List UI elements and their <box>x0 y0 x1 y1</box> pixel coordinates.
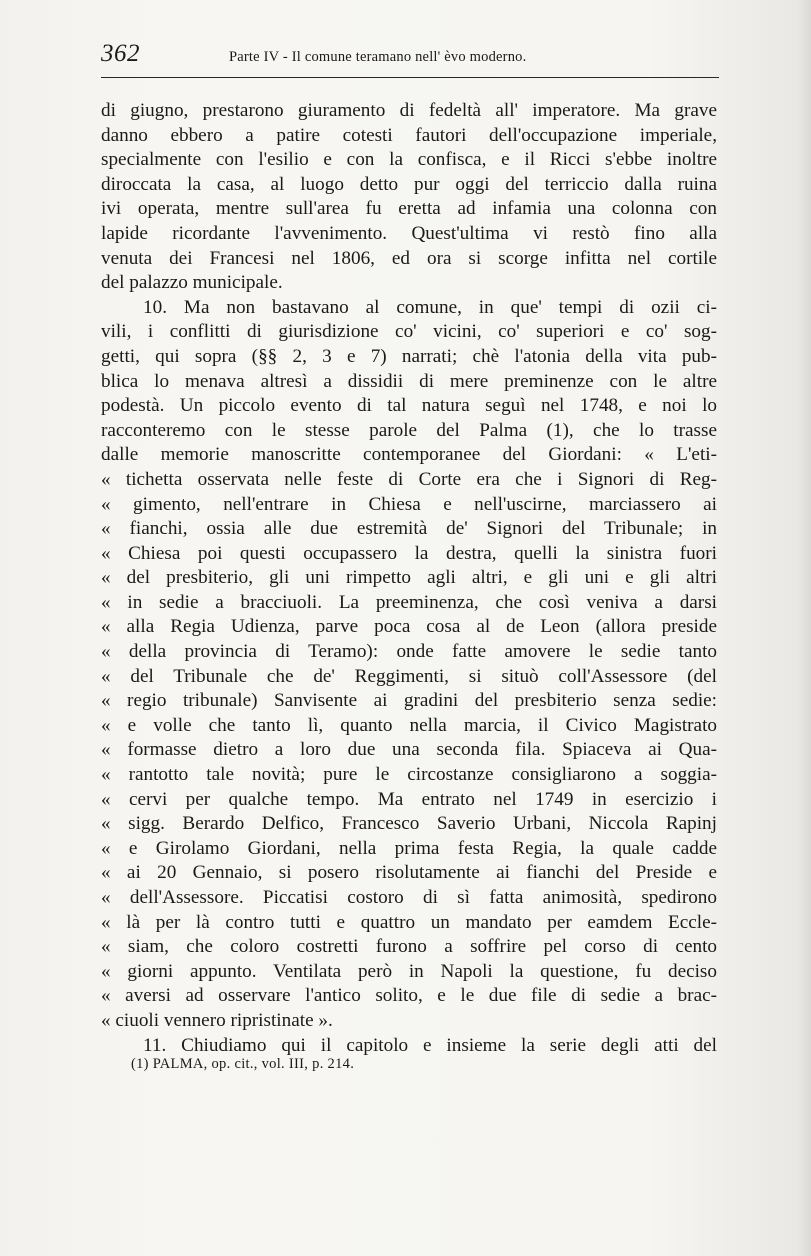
text-line: dalle memorie manoscritte contemporanee del Giordani: « L'eti- <box>101 444 717 466</box>
text-line: « giorni appunto. Ventilata però in Napoli la questione, fu deciso <box>101 960 717 982</box>
text-line: vili, i conflitti di giurisdizione co' vicini, co' superiori e co' sog- <box>101 321 717 343</box>
text-line: « e volle che tanto lì, quanto nella marcia, il Civico Magistrato <box>101 714 717 736</box>
text-line: danno ebbero a patire cotesti fautori dell'occupazione imperiale, <box>101 124 717 146</box>
text-line: del palazzo municipale. <box>101 272 283 294</box>
text-line: « rantotto tale novità; pure le circostanze consigliarono a soggia- <box>101 764 717 786</box>
text-line: « siam, che coloro costretti furono a soffrire pel corso di cento <box>101 936 717 958</box>
text-line: 11. Chiudiamo qui il capitolo e insieme la serie degli atti del <box>143 1034 717 1056</box>
text-line: lapide ricordante l'avvenimento. Quest'ultima vi restò fino alla <box>101 222 717 244</box>
text-line: podestà. Un piccolo evento di tal natura seguì nel 1748, e noi lo <box>101 395 717 417</box>
text-line: diroccata la casa, al luogo detto pur oggi del terriccio dalla ruina <box>101 173 717 195</box>
text-line: « dell'Assessore. Piccatisi costoro di sì fatta animosità, spedirono <box>101 887 717 908</box>
text-line: « in sedie a bracciuoli. La preeminenza, che così veniva a darsi <box>101 591 717 613</box>
header-rule <box>101 77 719 78</box>
text-line: « regio tribunale) Sanvisente ai gradini del presbiterio senza sedie: <box>101 690 717 712</box>
text-line: racconteremo con le stesse parole del Palma (1), che lo trasse <box>101 419 717 441</box>
page-number: 362 <box>101 40 140 67</box>
text-line: getti, qui sopra (§§ 2, 3 e 7) narrati; chè l'atonia della vita pub- <box>101 345 717 367</box>
text-line: « ciuoli vennero ripristinate ». <box>101 1009 333 1031</box>
text-line: « sigg. Berardo Delfico, Francesco Saverio Urbani, Niccola Rapinj <box>101 813 717 835</box>
footnote: (1) PALMA, op. cit., vol. III, p. 214. <box>131 1056 355 1072</box>
text-line: ivi operata, mentre sull'area fu eretta ad infamia una colonna con <box>101 198 717 220</box>
text-line: « Chiesa poi questi occupassero la destra, quelli la sinistra fuori <box>101 542 717 564</box>
text-line: « della provincia di Teramo): onde fatte amovere le sedie tanto <box>101 641 717 663</box>
body-text <box>101 99 717 1058</box>
page-header <box>101 38 719 78</box>
text-line: « ai 20 Gennaio, si posero risolutamente ai fianchi del Preside e <box>101 862 717 884</box>
text-line: « fianchi, ossia alle due estremità de' Signori del Tribunale; in <box>101 518 717 540</box>
text-line: « cervi per qualche tempo. Ma entrato nel 1749 in esercizio i <box>101 788 717 810</box>
text-line: « gimento, nell'entrare in Chiesa e nell'uscirne, marciassero ai <box>101 493 717 515</box>
text-line: specialmente con l'esilio e con la confisca, e il Ricci s'ebbe inoltre <box>101 149 717 171</box>
text-line: « del Tribunale che de' Reggimenti, si situò coll'Assessore (del <box>101 665 717 687</box>
text-line: venuta dei Francesi nel 1806, ed ora si scorge infitta nel cortile <box>101 247 717 269</box>
text-line: « e Girolamo Giordani, nella prima festa Regia, la quale cadde <box>101 837 717 859</box>
text-line: « del presbiterio, gli uni rimpetto agli altri, e gli uni e gli altri <box>101 567 717 589</box>
text-line: « là per là contro tutti e quattro un mandato per eamdem Eccle- <box>101 911 717 933</box>
text-line: blica lo menava altresì a dissidii di mere preminenze con le altre <box>101 370 717 392</box>
text-line: « aversi ad osservare l'antico solito, e le due file di sedie a brac- <box>101 985 717 1007</box>
text-line: « alla Regia Udienza, parve poca cosa al de Leon (allora preside <box>101 616 717 638</box>
page-fold-shadow <box>797 0 811 1256</box>
text-line: « formasse dietro a loro due una seconda fila. Spiaceva ai Qua- <box>101 739 717 761</box>
text-line: di giugno, prestarono giuramento di fedeltà all' imperatore. Ma grave <box>101 100 717 121</box>
running-title: Parte IV - Il comune teramano nell' èvo moderno. <box>229 49 527 65</box>
text-line: 10. Ma non bastavano al comune, in que' tempi di ozii ci- <box>143 296 717 318</box>
text-line: « tichetta osservata nelle feste di Corte era che i Signori di Reg- <box>101 468 717 490</box>
